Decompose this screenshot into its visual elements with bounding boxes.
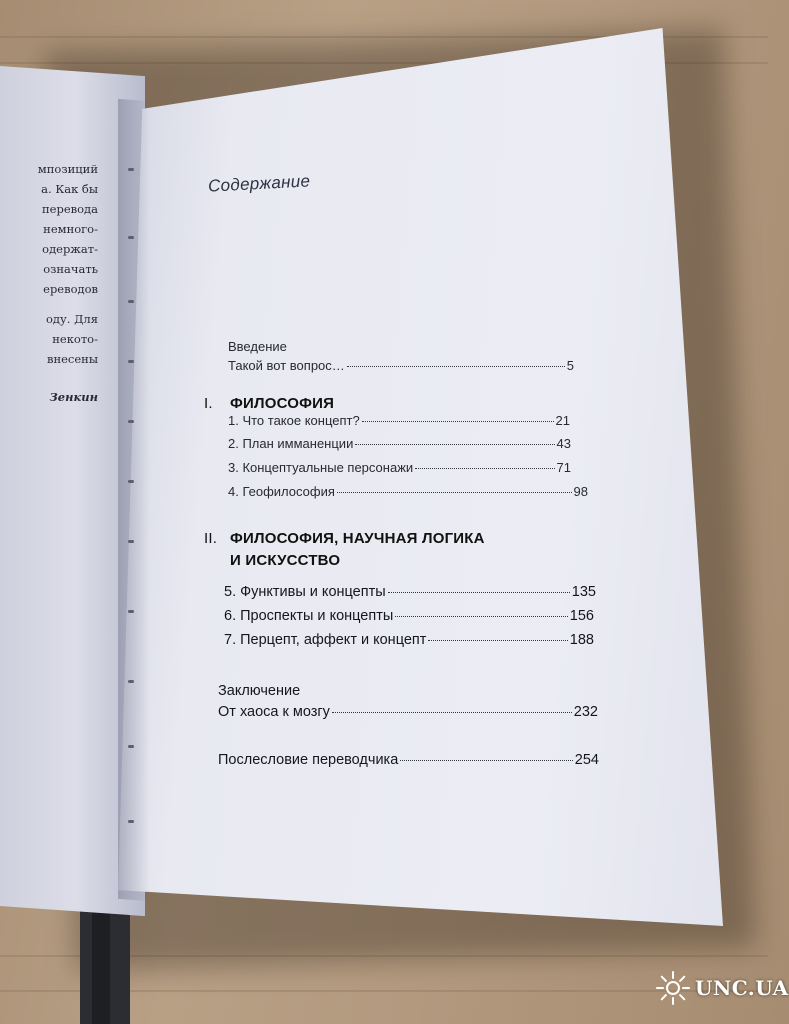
binding-stitch bbox=[128, 820, 134, 823]
conclusion-label: Заключение bbox=[218, 683, 301, 699]
leader-dots bbox=[347, 366, 565, 367]
intro-label: Введение bbox=[228, 339, 287, 354]
toc-page-number: 98 bbox=[573, 484, 588, 499]
toc-entry[interactable] bbox=[228, 436, 571, 451]
toc-page-number: 254 bbox=[574, 752, 599, 768]
binding-stitch bbox=[128, 300, 134, 303]
leader-dots bbox=[362, 421, 554, 422]
toc-entry-label: 5. Функтивы и концепты bbox=[224, 584, 386, 600]
toc-page-number: 156 bbox=[569, 608, 594, 624]
toc-page-number: 5 bbox=[566, 358, 574, 373]
left-line: некото- bbox=[52, 332, 98, 347]
watermark-text: UNC.UA bbox=[695, 976, 789, 1000]
leader-dots bbox=[337, 492, 572, 493]
leader-dots bbox=[332, 712, 572, 713]
toc-page-number: 21 bbox=[555, 413, 570, 428]
leader-dots bbox=[428, 640, 567, 641]
leader-dots bbox=[355, 444, 554, 445]
binding-stitch bbox=[128, 610, 134, 613]
toc-title: Содержание bbox=[207, 171, 311, 196]
right-page bbox=[118, 28, 723, 926]
page-gutter bbox=[118, 99, 150, 901]
left-line: оду. Для bbox=[46, 312, 98, 327]
left-line: ереводов bbox=[43, 282, 98, 297]
translator-signature: Зенкин bbox=[49, 390, 98, 405]
toc-entry-label: 3. Концептуальные персонажи bbox=[228, 460, 414, 475]
part-heading-2 bbox=[204, 530, 485, 547]
part-number: II. bbox=[204, 530, 218, 547]
toc-entry[interactable] bbox=[224, 584, 596, 600]
binding-stitch bbox=[128, 540, 134, 543]
leader-dots bbox=[395, 616, 568, 617]
part-title: ФИЛОСОФИЯ bbox=[230, 395, 335, 412]
toc-entry-label: 6. Проспекты и концепты bbox=[224, 608, 394, 624]
toc-entry-label: От хаоса к мозгу bbox=[218, 704, 330, 720]
leader-dots bbox=[415, 468, 554, 469]
toc-entry[interactable] bbox=[228, 460, 571, 475]
binding-stitch bbox=[128, 420, 134, 423]
binding-stitch bbox=[128, 360, 134, 363]
toc-page-number: 232 bbox=[573, 704, 598, 720]
toc-page-number: 188 bbox=[569, 632, 594, 648]
binding-stitch bbox=[128, 745, 134, 748]
toc-entry[interactable] bbox=[228, 484, 588, 499]
toc-entry-label: Такой вот вопрос… bbox=[228, 358, 345, 373]
left-line: перевода bbox=[42, 202, 98, 217]
toc-entry-conclusion[interactable] bbox=[218, 704, 598, 720]
left-line: одержат- bbox=[42, 242, 98, 257]
toc-entry-label: Послесловие переводчика bbox=[218, 752, 399, 768]
toc-entry-intro[interactable] bbox=[228, 358, 574, 373]
binding-stitch bbox=[128, 680, 134, 683]
binding-stitch bbox=[128, 480, 134, 483]
toc-page-number: 71 bbox=[556, 460, 571, 475]
part-heading-2-line2: И ИСКУССТВО bbox=[230, 552, 341, 569]
sun-logo-icon bbox=[655, 970, 691, 1006]
left-line: немного- bbox=[43, 222, 98, 237]
left-line: означать bbox=[43, 262, 98, 277]
toc-page-number: 135 bbox=[571, 584, 596, 600]
left-line: а. Как бы bbox=[41, 182, 98, 197]
toc-entry[interactable] bbox=[224, 608, 594, 624]
toc-entry[interactable] bbox=[224, 632, 594, 648]
toc-entry-label: 4. Геофилософия bbox=[228, 484, 335, 499]
binding-stitch bbox=[128, 236, 134, 239]
part-number: I. bbox=[204, 395, 213, 412]
watermark bbox=[655, 968, 789, 1008]
toc-entry-label: 2. План имманенции bbox=[228, 436, 354, 451]
leader-dots bbox=[388, 592, 570, 593]
left-line: внесены bbox=[46, 352, 98, 367]
toc-entry-label: 7. Перцепт, аффект и концепт bbox=[224, 632, 427, 648]
part-title: ФИЛОСОФИЯ, НАУЧНАЯ ЛОГИКА bbox=[230, 530, 485, 547]
toc-entry[interactable] bbox=[228, 413, 570, 428]
binding-stitch bbox=[128, 168, 134, 171]
leader-dots bbox=[400, 760, 573, 761]
left-line: мпозиций bbox=[37, 162, 98, 177]
toc-entry-label: 1. Что такое концепт? bbox=[228, 413, 360, 428]
toc-page-number: 43 bbox=[556, 436, 571, 451]
part-heading-1 bbox=[204, 395, 334, 412]
toc-entry-afterword[interactable] bbox=[218, 752, 599, 768]
